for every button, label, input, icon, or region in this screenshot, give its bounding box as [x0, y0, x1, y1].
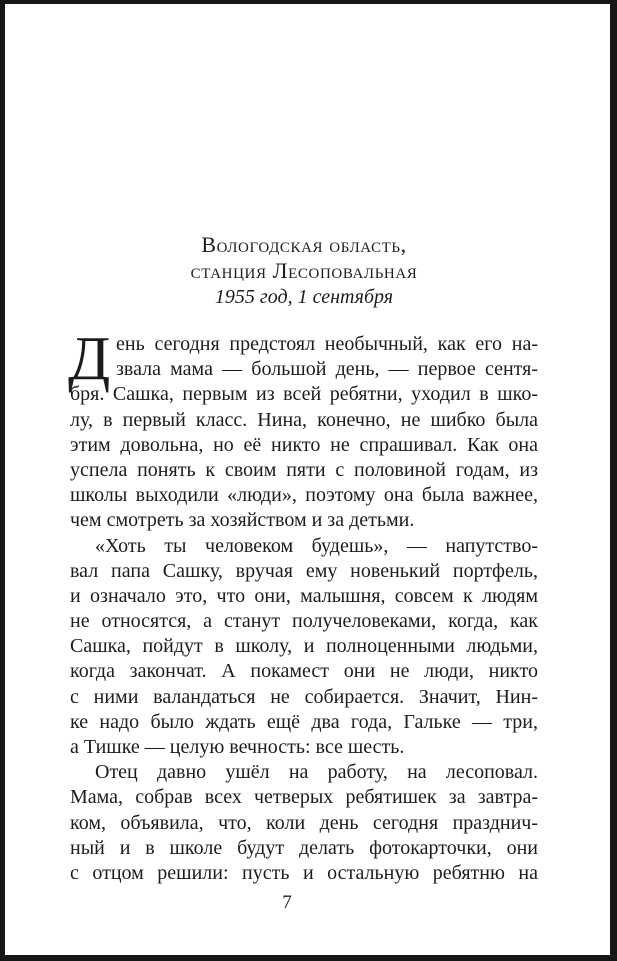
text-line: чем смотреть за хозяйством и за детьми. — [70, 509, 415, 532]
text-line: ке надо было ждать ещё два года, Гальке — три, — [70, 710, 538, 733]
text-line: Сашка, пойдут в школу, и полноценными людьми, — [70, 635, 538, 658]
body-text — [68, 325, 538, 886]
chapter-date: 1955 год, 1 сентября — [214, 286, 394, 308]
text-line: ный и в школе будут делать фотокарточки, они — [70, 836, 538, 859]
paragraph — [68, 325, 538, 534]
text-line: Мама, собрав всех четверых ребятишек за завтра- — [70, 786, 538, 809]
text-line: и означало это, что они, малышня, совсем к людям — [70, 584, 538, 607]
chapter-heading-line2: станция Лесоповальная — [190, 258, 418, 283]
text-line: с ними валандаться не собирается. Значит, Нин- — [70, 685, 538, 708]
text-line: успела понять к своим пяти с половиной годам, из — [70, 458, 538, 481]
text-line: лу, в первый класс. Нина, конечно, не шибко была — [70, 408, 538, 431]
page-number: 7 — [282, 892, 292, 913]
text-line: а Тишке — целую вечность: все шесть. — [70, 736, 405, 758]
text-line: не относятся, а станут получеловеками, когда, как — [70, 610, 538, 633]
text-line: ком, объявила, что, коли день сегодня празднич- — [70, 811, 538, 834]
paragraph — [70, 760, 538, 886]
text-line: бря. Сашка, первым из всей ребятни, уходил в шко- — [70, 383, 538, 406]
text-line: ень сегодня предстоял необычный, как его на- — [116, 333, 538, 355]
text-line: вал папа Сашку, вручая ему новенький портфель, — [70, 559, 538, 582]
book-page — [5, 4, 610, 955]
drop-cap: Д — [68, 325, 111, 393]
text-line: когда закончат. А покамест они не люди, никто — [70, 660, 538, 683]
chapter-heading-line1: Вологодская область, — [201, 232, 407, 257]
text-line: этим довольна, но её никто не спрашивал. Как она — [70, 433, 538, 456]
text-line: «Хоть ты человеком будешь», — напутство- — [95, 534, 538, 557]
chapter-heading — [70, 232, 538, 284]
text-line: школы выходили «люди», поэтому она была важнее, — [70, 484, 538, 507]
paragraph — [70, 534, 538, 761]
text-line: Отец давно ушёл на работу, на лесоповал. — [95, 761, 538, 784]
text-line: с отцом решили: пусть и остальную ребятню на — [70, 861, 538, 884]
text-line: звала мама — большой день, — первое сентя- — [116, 358, 538, 381]
